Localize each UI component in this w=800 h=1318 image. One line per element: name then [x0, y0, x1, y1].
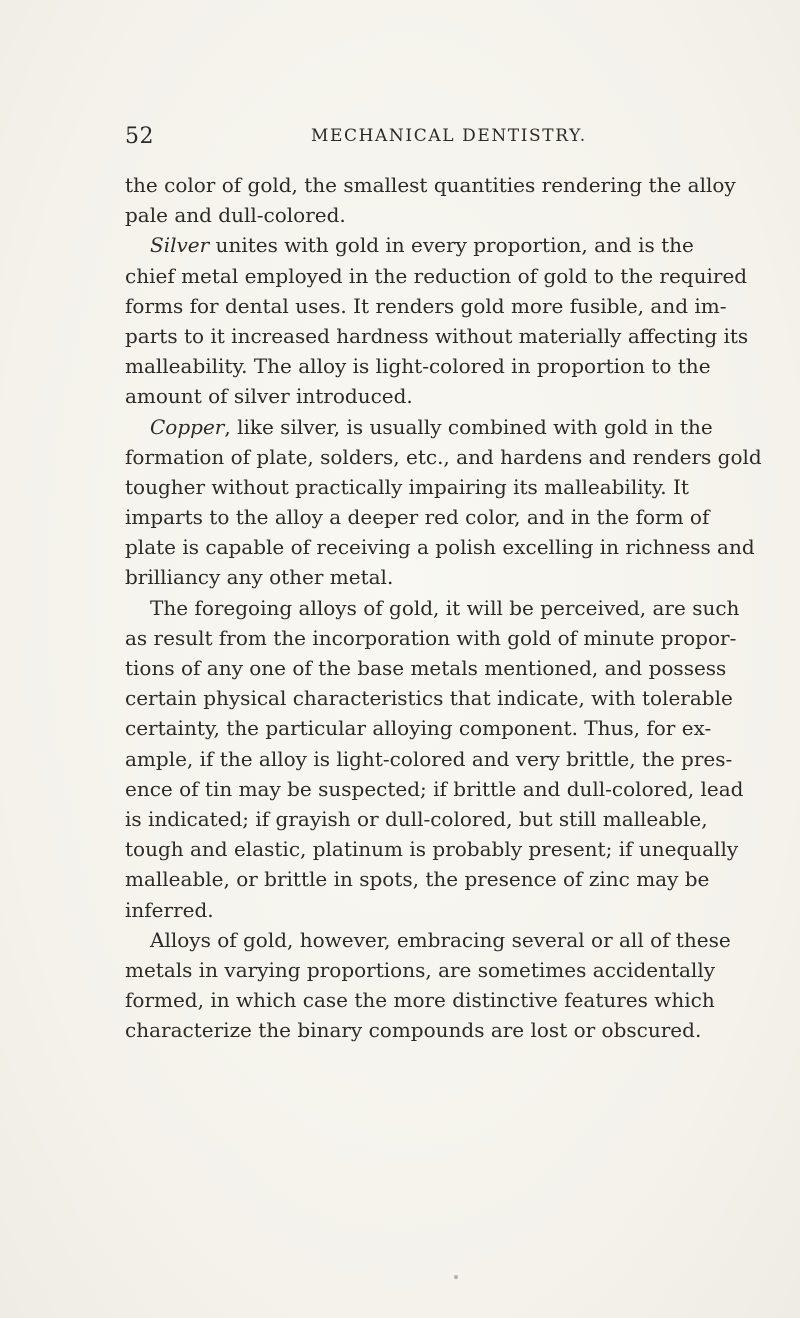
term-silver: Silver — [150, 233, 210, 258]
text-run: , like silver, is usually combined with gold in the — [224, 414, 713, 439]
text-line: formed, in which case the more distinctive features which — [125, 988, 715, 1013]
text-line: parts to it increased hardness without materially affecting its — [125, 323, 749, 348]
text-line: inferred. — [125, 897, 214, 922]
text-line: pale and dull-colored. — [125, 203, 346, 228]
text-line: characterize the binary compounds are lost or obscured. — [125, 1018, 702, 1043]
text-line: certain physical characteristics that indicate, with tolerable — [125, 686, 733, 711]
text-line: metals in varying proportions, are sometimes accidentally — [125, 957, 716, 982]
text-line: malleability. The alloy is light-colored in proportion to the — [125, 354, 711, 379]
text-line: malleable, or brittle in spots, the presence of zinc may be — [125, 867, 710, 892]
body-text — [125, 170, 762, 1045]
text-line: brilliancy any other metal. — [125, 565, 394, 590]
text-line: imparts to the alloy a deeper red color, and in the form of — [125, 505, 710, 530]
term-copper: Copper — [150, 414, 225, 439]
text-line: plate is capable of receiving a polish excelling in richness and — [125, 535, 755, 560]
paragraph-copper-first-line — [125, 412, 713, 442]
paragraph-silver-first-line — [125, 230, 694, 260]
text-line: ence of tin may be suspected; if brittle and dull-colored, lead — [125, 776, 744, 801]
running-title: MECHANICAL DENTISTRY. — [311, 126, 587, 146]
text-line: tough and elastic, platinum is probably present; if unequally — [125, 837, 739, 862]
running-head — [125, 124, 685, 148]
text-line: amount of silver introduced. — [125, 384, 413, 409]
text-line: certainty, the particular alloying component. Thus, for ex- — [125, 716, 712, 741]
ink-speck — [454, 1275, 458, 1279]
text-line: the color of gold, the smallest quantities rendering the alloy — [125, 173, 736, 197]
text-line: forms for dental uses. It renders gold more fusible, and im- — [125, 293, 727, 318]
text-line: is indicated; if grayish or dull-colored, but still malleable, — [125, 806, 708, 831]
text-line: Alloys of gold, however, embracing several or all of these — [150, 927, 731, 952]
text-line: tions of any one of the base metals mentioned, and possess — [125, 656, 727, 680]
text-run: unites with gold in every proportion, and is the — [209, 233, 694, 258]
text-line: as result from the incorporation with gold of minute propor- — [125, 625, 737, 650]
text-line: tougher without practically impairing its malleability. It — [125, 474, 689, 499]
text-line: formation of plate, solders, etc., and hardens and renders gold — [125, 444, 762, 469]
text-line: chief metal employed in the reduction of gold to the required — [125, 263, 748, 288]
text-line: ample, if the alloy is light-colored and very brittle, the pres- — [125, 746, 733, 771]
text-line: The foregoing alloys of gold, it will be perceived, are such — [150, 595, 740, 620]
page-number: 52 — [125, 124, 154, 149]
